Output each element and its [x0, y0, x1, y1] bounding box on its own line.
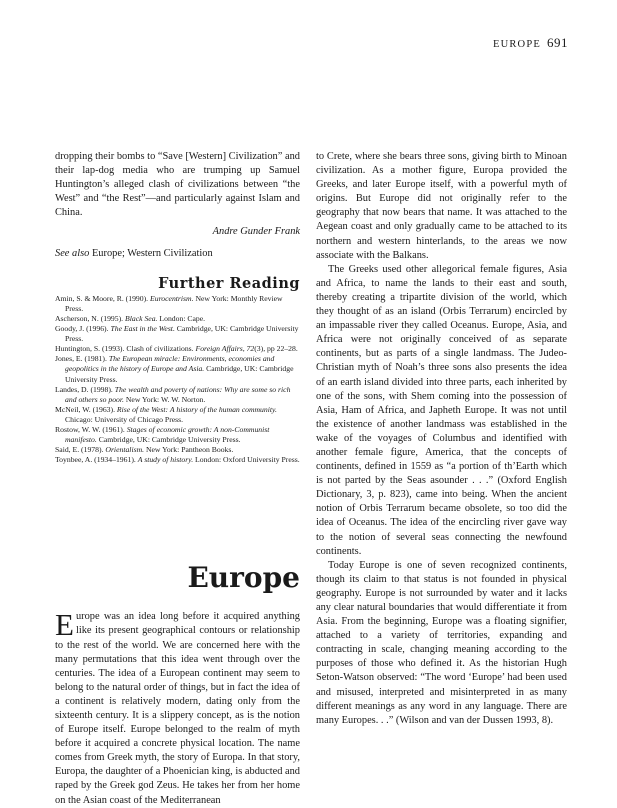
- right-column: [316, 150, 567, 728]
- page-number: 691: [547, 35, 568, 50]
- reference-item: Goody, J. (1996). The East in the West. Cambridge, UK: Cambridge University Press.: [55, 324, 299, 344]
- drop-cap: E: [55, 607, 74, 643]
- reference-item: McNeil, W. (1963). Rise of the West: A history of the human community. Chicago: University of Chicago Press.: [55, 404, 277, 424]
- reference-item: Ascherson, N. (1995). Black Sea. London: Cape.: [55, 313, 206, 323]
- author-signature: Andre Gunder Frank: [212, 226, 300, 238]
- intro-paragraph: dropping their bombs to “Save [Western] Civilization” and their lap-dog media who are trumping up Samuel Huntington’s alleged clash of civilizations between “the West” and “the Rest”—and particularly against Islam and China.: [55, 151, 300, 219]
- running-header: [493, 35, 568, 51]
- reference-item: Rostow, W. W. (1961). Stages of economic growth: A non-Communist manifesto. Cambridge, UK: Cambridge University Press.: [55, 424, 270, 445]
- body-paragraph: Today Europe is one of seven recognized continents, though its claim to that status is not founded in physical geography. Europe is not surrounded by water and it lacks any clear natural boundaries that would differentiate it from Asia. From the beginning, Europe was a floating signifier, attached to a variety of territories, expanding and contracting in scale, changing meaning according to the purposes of those who defined it. As the historian Hugh Seton-Watson observed: “The word ‘Europe’ had been used and misused, interpreted and misinterpreted in as many different meanings as any word in any language. There are many Europes. . .” (Wilson and van der Dussen 1993, 8).: [316, 559, 567, 726]
- body-paragraph: to Crete, where she bears three sons, giving birth to Minoan civilization. As a mother figure, Europa provided the Greeks, and later Europe itself, with a powerful myth of origins. But Europe did not originally refer to the geography that now bears that name. It was attached to the Aegean coast and only gradually came to be attached to its northern and western hinterlands, to the areas we now associate with the Balkans.: [316, 151, 567, 261]
- reference-item: Said, E. (1978). Orientalism. New York: Pantheon Books.: [55, 445, 234, 455]
- reference-item: Amin, S. & Moore, R. (1990). Eurocentrism. New York: Monthly Review Press.: [55, 293, 283, 313]
- see-also: [55, 247, 300, 261]
- body-paragraph: The Greeks used other allegorical female figures, Asia and Africa, to name the lands to their east and south, thereby creating a tripartite division of the world, which they thought of as an island (Orbis Terrarum) encircled by an impassable river they called Oceanus. Europe, Asia, and Africa were not originally conceived of as separate continents, but as parts of a single landmass. The Judeo-Christian myth of Noah’s three sons also presents the idea of an earth island divided into three parts, each inherited by one of the sons, with Shem coming into the possession of Asia, Ham of Africa, and Japheth Europe. It was not until the existence of another landmass was established in the wake of the voyages of Columbus and identified with another female figure, America, that the concepts of continents, defined in 1559 as “a portion of th’Earth which is not parted by the Seas asounder . . .” (Oxford English Dictionary, 3, p. 823), came into being. When the ancient notion of Orbis Terrarum became obsolete, so too did the idea of Oceanus. The idea of the encircling river gave way to the notion of several seas connecting the newfound continents.: [316, 263, 567, 557]
- reference-item: Huntington, S. (1993). Clash of civilizations. Foreign Affairs, 72(3), pp 22–28.: [55, 344, 298, 354]
- reference-item: Landes, D. (1998). The wealth and poverty of nations: Why are some so rich and others so poor. New York: W. W. Norton.: [55, 384, 291, 404]
- section-name: EUROPE: [492, 39, 541, 50]
- reference-item: Toynbee, A. (1934–1961). A study of history. London: Oxford University Press.: [55, 455, 300, 465]
- article-title: Europe: [187, 561, 300, 595]
- see-also-label: See also: [55, 247, 90, 259]
- left-column: [55, 150, 300, 808]
- reference-item: Jones, E. (1981). The European miracle: Environments, economies and geopolitics in the history of Europe and Asia. Cambridge, UK: Cambridge University Press.: [55, 354, 294, 384]
- article-opening-text: urope was an idea long before it acquired anything like its present geographical contours or relationship to the rest of the world. We are concerned here with the many permutations that this idea went through over the centuries. The idea of a European continent may seem to belong to the natural order of things, but in fact the idea of a continent is relatively modern, dating only from the sixteenth century. It is a slippery concept, as is the notion of Europe itself. Europe belonged to the realm of myth before it acquired a concrete physical location. The name comes from Greek myth, the story of Europa. In that story, Europa, the daughter of a Phoenician king, is abducted and raped by the Greek god Zeus. He takes her from her home on the Asian coast of the Mediterranean: [55, 611, 300, 806]
- see-also-text: Europe; Western Civilization: [89, 247, 213, 259]
- reference-list: [55, 294, 300, 466]
- further-reading-heading: Further Reading: [158, 274, 300, 292]
- article-opening-paragraph: [55, 607, 300, 807]
